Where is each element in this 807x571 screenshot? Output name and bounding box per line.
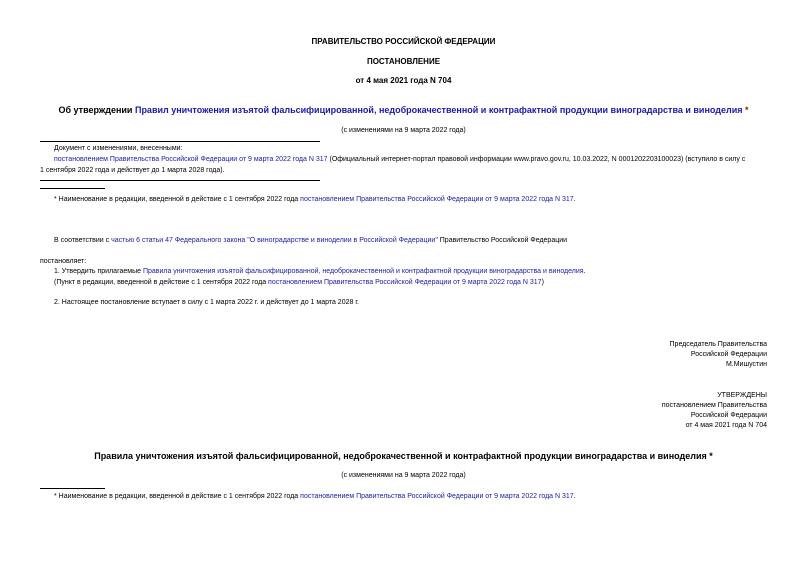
preamble-end: Правительство Российской Федерации [437, 237, 568, 244]
approved-federation: Российской Федерации [690, 412, 767, 419]
item-1-edition-note [54, 278, 544, 288]
federal-law-link[interactable]: частью 6 статьи 47 Федерального закона "О виноградарстве и виноделии в Российской Федерации" [111, 237, 438, 244]
footnote-2-end: . [573, 493, 576, 500]
preamble [54, 236, 567, 246]
footnote-star: * [742, 105, 749, 115]
amendments-bottom-rule [40, 180, 320, 181]
footnote-2-separator [40, 488, 105, 489]
rules-link[interactable]: Правила уничтожения изъятой фальсифицированной, недоброкачественной и контрафактной продукции виноградарства и виноделия [142, 268, 584, 275]
signature-name: М.Мишустин [725, 361, 767, 368]
subject-prefix: Об утверждении [58, 105, 135, 115]
footnote-2-text: * Наименование в редакции, введенной в действие с 1 сентября 2022 года [54, 493, 301, 500]
footnote-2 [54, 492, 576, 502]
subject-rules-link[interactable]: Правил уничтожения изъятой фальсифицированной, недоброкачественной и контрафактной продукции виноградарства и виноделия [134, 105, 743, 115]
rules-title [0, 451, 807, 461]
approved-by: постановлением Правительства [661, 402, 767, 409]
footnote-title-edition [54, 195, 576, 205]
item-1-text: 1. Утвердить прилагаемые [54, 268, 143, 275]
footnote-decree-link[interactable]: постановлением Правительства Российской Федерации от 9 марта 2022 года N 317 [300, 196, 574, 203]
decides-label: постановляет: [40, 258, 87, 265]
preamble-text: В соответствии с [54, 237, 112, 244]
approved-label: УТВЕРЖДЕНЫ [717, 392, 767, 399]
amendment-decree-link[interactable]: постановлением Правительства Российской Федерации от 9 марта 2022 года N 317 [54, 156, 328, 163]
amendments-top-rule [40, 141, 320, 142]
rules-footnote-star: * [706, 451, 713, 461]
item-1-end: . [583, 268, 586, 275]
government-heading: ПРАВИТЕЛЬСТВО РОССИЙСКОЙ ФЕДЕРАЦИИ [311, 37, 496, 46]
item-1 [54, 267, 586, 277]
item-1-decree-link[interactable]: постановлением Правительства Российской Федерации от 9 марта 2022 года N 317 [268, 279, 542, 286]
rules-title-text: Правила уничтожения изъятой фальсифицированной, недоброкачественной и контрафактной продукции виноградарства и виноделия [94, 451, 707, 461]
approved-date-number: от 4 мая 2021 года N 704 [685, 422, 767, 429]
footnote-separator [40, 188, 105, 189]
signature-position: Председатель Правительства [669, 341, 767, 348]
amendments-line [54, 155, 745, 165]
document-subject [0, 105, 807, 115]
footnote-text: * Наименование в редакции, введенной в действие с 1 сентября 2022 года [54, 196, 301, 203]
amendments-validity: 1 сентября 2022 года и действует до 1 марта 2028 года). [40, 167, 225, 174]
signature-federation: Российской Федерации [690, 351, 767, 358]
rules-changes-note: (с изменениями на 9 марта 2022 года) [341, 472, 466, 479]
item-1-note-end: ) [541, 279, 544, 286]
item-1-note-text: (Пункт в редакции, введенной в действие с 1 сентября 2022 года [54, 279, 269, 286]
amendments-intro: Документ с изменениями, внесенными: [54, 145, 183, 152]
footnote-2-decree-link[interactable]: постановлением Правительства Российской Федерации от 9 марта 2022 года N 317 [300, 493, 574, 500]
doc-type-heading: ПОСТАНОВЛЕНИЕ [366, 57, 441, 66]
footnote-end: . [573, 196, 576, 203]
subject-changes-note: (с изменениями на 9 марта 2022 года) [341, 127, 466, 134]
doc-date-number: от 4 мая 2021 года N 704 [355, 76, 452, 85]
item-2: 2. Настоящее постановление вступает в силу с 1 марта 2022 г. и действует до 1 марта 2028 г. [54, 299, 359, 306]
amendment-publication-info: (Официальный интернет-портал правовой информации www.pravo.gov.ru, 10.03.2022, N 0001202203100023) (вступило в силу с [327, 156, 746, 163]
